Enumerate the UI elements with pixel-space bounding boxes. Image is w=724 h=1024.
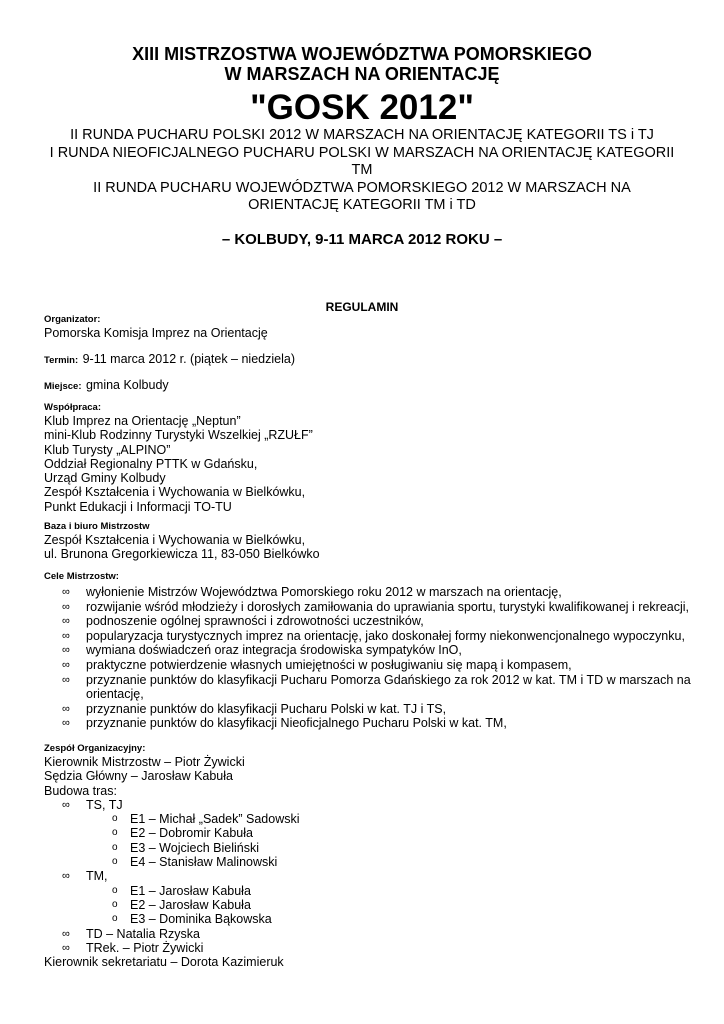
- list-item: [44, 614, 694, 629]
- title-line-2: W MARSZACH NA ORIENTACJĘ: [224, 64, 500, 84]
- circle-bullet-icon: o: [112, 884, 118, 896]
- partner-item: Zespół Kształcenia i Wychowania w Bielkówku,: [44, 485, 306, 500]
- infinity-bullet-icon: ∞: [62, 673, 70, 686]
- regulamin-heading: REGULAMIN: [325, 300, 399, 314]
- stage-item: E2 – Dobromir Kabuła: [130, 826, 253, 841]
- infinity-bullet-icon: ∞: [62, 870, 70, 883]
- subtitle-line: I RUNDA NIEOFICJALNEGO PUCHARU POLSKI W MARSZACH NA ORIENTACJĘ KATEGORII: [49, 144, 675, 161]
- partner-item: Urząd Gminy Kolbudy: [44, 471, 166, 486]
- baza-line: ul. Brunona Gregorkiewicza 11, 83-050 Bielkówko: [44, 547, 320, 562]
- circle-bullet-icon: o: [112, 856, 118, 868]
- infinity-bullet-icon: ∞: [62, 941, 70, 954]
- infinity-bullet-icon: ∞: [62, 927, 70, 940]
- stage-item: E3 – Dominika Bąkowska: [130, 912, 272, 927]
- baza-section: [44, 521, 320, 562]
- circle-bullet-icon: o: [112, 841, 118, 853]
- category-ts-tj: TS, TJ: [86, 797, 123, 812]
- infinity-bullet-icon: ∞: [62, 615, 70, 628]
- termin-section: [44, 350, 295, 368]
- category-trek: TRek. – Piotr Żywicki: [86, 940, 204, 955]
- cele-item-text: wyłonienie Mistrzów Województwa Pomorskiego roku 2012 w marszach na orientację,: [86, 585, 562, 599]
- list-item: [44, 841, 694, 855]
- category-td: TD – Natalia Rzyska: [86, 926, 200, 941]
- list-item: [44, 629, 694, 644]
- wspolpraca-label: Współpraca:: [44, 402, 102, 413]
- list-item: [44, 941, 694, 955]
- cele-item-text-continued: orientację,: [86, 687, 144, 702]
- cele-section: [44, 571, 694, 731]
- subtitle-line: ORIENTACJĘ KATEGORII TM i TD: [248, 197, 476, 213]
- termin-label: Termin:: [44, 355, 79, 366]
- partner-item: Klub Turysty „ALPINO”: [44, 442, 171, 457]
- list-item: [44, 826, 694, 840]
- cele-item-text: przyznanie punktów do klasyfikacji Nieoficjalnego Pucharu Polski w kat. TM,: [86, 716, 507, 731]
- cele-item-text: popularyzacja turystycznych imprez na orientację, jako doskonałej formy niekonwencjonalnego wypoczynku,: [86, 628, 685, 643]
- document-title: [0, 44, 724, 84]
- organizator-label: Organizator:: [44, 314, 101, 325]
- circle-bullet-icon: o: [112, 898, 118, 910]
- zespol-section: [44, 743, 694, 969]
- cele-item-text: praktyczne potwierdzenie własnych umiejętności w posługiwaniu się mapą i kompasem,: [86, 657, 572, 672]
- circle-bullet-icon: o: [112, 813, 118, 825]
- list-item: [44, 585, 694, 600]
- list-item: [44, 912, 694, 926]
- subtitle-line: II RUNDA PUCHARU POLSKI 2012 W MARSZACH NA ORIENTACJĘ KATEGORII TS i TJ: [70, 127, 654, 143]
- kierownik-line: Kierownik Mistrzostw – Piotr Żywicki: [44, 755, 245, 769]
- list-item: [44, 673, 694, 702]
- cele-list: [44, 585, 694, 731]
- list-item: [44, 643, 694, 658]
- list-item: [44, 812, 694, 826]
- stage-item: E4 – Stanisław Malinowski: [130, 855, 278, 870]
- list-item: [44, 927, 694, 941]
- wspolpraca-section: [44, 402, 313, 514]
- stage-item: E3 – Wojciech Bieliński: [130, 840, 259, 855]
- infinity-bullet-icon: ∞: [62, 658, 70, 671]
- circle-bullet-icon: o: [112, 913, 118, 925]
- termin-value: 9-11 marca 2012 r. (piątek – niedziela): [82, 352, 295, 366]
- list-item: [44, 600, 694, 615]
- baza-label: Baza i biuro Mistrzostw: [44, 521, 150, 532]
- baza-line: Zespół Kształcenia i Wychowania w Bielkówku,: [44, 533, 306, 547]
- cele-label: Cele Mistrzostw:: [44, 571, 119, 582]
- infinity-bullet-icon: ∞: [62, 717, 70, 730]
- sedzia-line: Sędzia Główny – Jarosław Kabuła: [44, 769, 233, 784]
- organizator-section: [44, 314, 268, 340]
- partner-item: Klub Imprez na Orientację „Neptun”: [44, 414, 241, 428]
- list-item: [44, 702, 694, 717]
- budowa-label: Budowa tras:: [44, 783, 117, 798]
- list-item: [44, 658, 694, 673]
- stage-item: E1 – Jarosław Kabuła: [130, 883, 251, 898]
- infinity-bullet-icon: ∞: [62, 702, 70, 715]
- list-item: [44, 898, 694, 912]
- miejsce-label: Miejsce:: [44, 381, 82, 392]
- event-name: "GOSK 2012": [250, 88, 474, 127]
- miejsce-value: gmina Kolbudy: [85, 378, 169, 392]
- cele-item-text: przyznanie punktów do klasyfikacji Pucharu Polski w kat. TJ i TS,: [86, 701, 447, 716]
- subtitle-line: TM: [351, 162, 373, 178]
- stage-item: E1 – Michał „Sadek” Sadowski: [130, 812, 300, 827]
- partner-item: mini-Klub Rodzinny Turystyki Wszelkiej „RZUŁF”: [44, 428, 313, 443]
- circle-bullet-icon: o: [112, 827, 118, 839]
- category-tm: TM,: [86, 869, 108, 884]
- subtitle-line: II RUNDA PUCHARU WOJEWÓDZTWA POMORSKIEGO 2012 W MARSZACH NA: [93, 179, 631, 196]
- infinity-bullet-icon: ∞: [62, 600, 70, 613]
- partner-item: Punkt Edukacji i Informacji TO-TU: [44, 499, 232, 514]
- infinity-bullet-icon: ∞: [62, 586, 70, 598]
- cele-item-text: wymiana doświadczeń oraz integracja środowiska sympatyków InO,: [86, 643, 462, 658]
- list-item: [44, 798, 694, 812]
- partner-item: Oddział Regionalny PTTK w Gdańsku,: [44, 456, 258, 471]
- title-line-1: XIII MISTRZOSTWA WOJEWÓDZTWA POMORSKIEGO: [132, 44, 592, 64]
- list-item: [44, 855, 694, 869]
- infinity-bullet-icon: ∞: [62, 629, 70, 642]
- list-item: [44, 716, 694, 731]
- miejsce-section: [44, 376, 169, 394]
- sekretariat-line: Kierownik sekretariatu – Dorota Kazimieruk: [44, 955, 284, 970]
- infinity-bullet-icon: ∞: [62, 798, 70, 811]
- subtitle-block: [0, 127, 724, 215]
- cele-item-text: przyznanie punktów do klasyfikacji Pucharu Pomorza Gdańskiego za rok 2012 w kat. TM i TD w marszach na: [86, 672, 691, 687]
- organizator-value: Pomorska Komisja Imprez na Orientację: [44, 326, 268, 340]
- cele-item-text: podnoszenie ogólnej sprawności i zdrowotności uczestników,: [86, 614, 424, 629]
- stage-item: E2 – Jarosław Kabuła: [130, 897, 251, 912]
- infinity-bullet-icon: ∞: [62, 644, 70, 657]
- list-item: [44, 869, 694, 883]
- list-item: [44, 884, 694, 898]
- event-date-line: – KOLBUDY, 9-11 MARCA 2012 ROKU –: [221, 231, 503, 248]
- cele-item-text: rozwijanie wśród młodzieży i dorosłych zamiłowania do uprawiania sportu, turystyki kwalifikowanej i rekreacji,: [86, 599, 690, 614]
- zespol-label: Zespół Organizacyjny:: [44, 743, 146, 754]
